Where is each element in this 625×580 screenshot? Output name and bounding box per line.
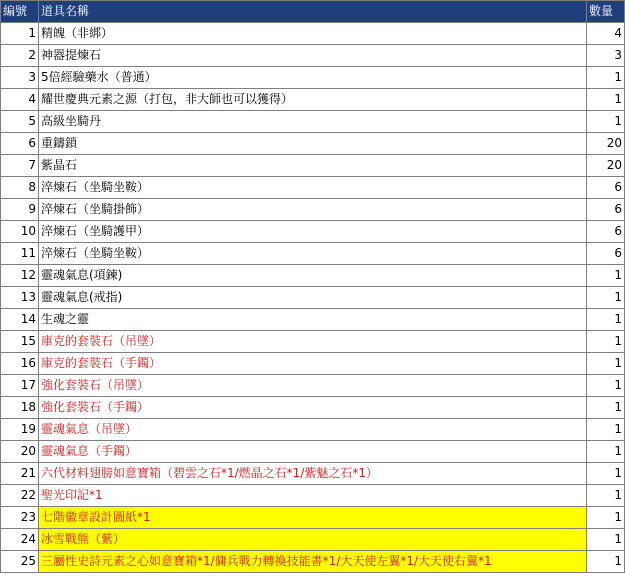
item-name: 三屬性史詩元素之心如意寶箱*1/傭兵戰力轉換技能書*1/大天使左翼*1/大天使右翼*1 bbox=[39, 551, 587, 573]
row-number: 11 bbox=[1, 243, 39, 265]
table-row bbox=[1, 133, 625, 155]
header-qty: 數量 bbox=[587, 1, 625, 23]
row-number: 12 bbox=[1, 265, 39, 287]
item-quantity: 1 bbox=[587, 67, 625, 89]
item-quantity: 1 bbox=[587, 551, 625, 573]
item-quantity: 1 bbox=[587, 441, 625, 463]
item-name: 重鑄鎖 bbox=[39, 133, 587, 155]
table-row bbox=[1, 397, 625, 419]
item-quantity: 3 bbox=[587, 45, 625, 67]
item-name: 5倍經驗藥水（普通） bbox=[39, 67, 587, 89]
table-row bbox=[1, 265, 625, 287]
item-name: 耀世慶典元素之源（打包，非大師也可以獲得） bbox=[39, 89, 587, 111]
item-name: 靈魂氣息(項鍊) bbox=[39, 265, 587, 287]
item-name: 靈魂氣息（手鐲） bbox=[39, 441, 587, 463]
item-name: 生魂之靈 bbox=[39, 309, 587, 331]
item-quantity: 1 bbox=[587, 309, 625, 331]
item-name: 紫晶石 bbox=[39, 155, 587, 177]
item-name: 高級坐騎丹 bbox=[39, 111, 587, 133]
row-number: 13 bbox=[1, 287, 39, 309]
item-quantity: 6 bbox=[587, 177, 625, 199]
item-name: 聖光印記*1 bbox=[39, 485, 587, 507]
table-row bbox=[1, 551, 625, 573]
row-number: 9 bbox=[1, 199, 39, 221]
table-row bbox=[1, 23, 625, 45]
item-quantity: 4 bbox=[587, 23, 625, 45]
item-name: 淬煉石（坐騎掛飾） bbox=[39, 199, 587, 221]
item-quantity: 1 bbox=[587, 89, 625, 111]
row-number: 14 bbox=[1, 309, 39, 331]
row-number: 23 bbox=[1, 507, 39, 529]
row-number: 2 bbox=[1, 45, 39, 67]
row-number: 25 bbox=[1, 551, 39, 573]
item-name: 強化套裝石（手鐲） bbox=[39, 397, 587, 419]
item-name: 淬煉石（坐騎坐鞍） bbox=[39, 243, 587, 265]
item-quantity: 1 bbox=[587, 463, 625, 485]
item-quantity: 6 bbox=[587, 221, 625, 243]
item-name: 靈魂氣息(戒指) bbox=[39, 287, 587, 309]
row-number: 15 bbox=[1, 331, 39, 353]
row-number: 18 bbox=[1, 397, 39, 419]
table-row bbox=[1, 243, 625, 265]
row-number: 16 bbox=[1, 353, 39, 375]
row-number: 19 bbox=[1, 419, 39, 441]
row-number: 5 bbox=[1, 111, 39, 133]
table-row bbox=[1, 353, 625, 375]
header-num: 編號 bbox=[1, 1, 39, 23]
table-row bbox=[1, 441, 625, 463]
table-row bbox=[1, 485, 625, 507]
table-row bbox=[1, 199, 625, 221]
table-row bbox=[1, 529, 625, 551]
item-quantity: 1 bbox=[587, 419, 625, 441]
item-quantity: 1 bbox=[587, 507, 625, 529]
table-row bbox=[1, 155, 625, 177]
table-row bbox=[1, 463, 625, 485]
item-quantity: 1 bbox=[587, 397, 625, 419]
item-quantity: 20 bbox=[587, 133, 625, 155]
row-number: 7 bbox=[1, 155, 39, 177]
item-quantity: 1 bbox=[587, 331, 625, 353]
item-quantity: 6 bbox=[587, 199, 625, 221]
header-name: 道具名稱 bbox=[39, 1, 587, 23]
item-quantity: 1 bbox=[587, 265, 625, 287]
table-row bbox=[1, 331, 625, 353]
item-name: 庫克的套裝石（手鐲） bbox=[39, 353, 587, 375]
item-quantity: 1 bbox=[587, 111, 625, 133]
table-row bbox=[1, 177, 625, 199]
item-quantity: 6 bbox=[587, 243, 625, 265]
row-number: 6 bbox=[1, 133, 39, 155]
table-row bbox=[1, 221, 625, 243]
row-number: 8 bbox=[1, 177, 39, 199]
item-name: 淬煉石（坐騎坐鞍） bbox=[39, 177, 587, 199]
item-name: 神器提煉石 bbox=[39, 45, 587, 67]
table-row bbox=[1, 287, 625, 309]
row-number: 4 bbox=[1, 89, 39, 111]
table-row bbox=[1, 419, 625, 441]
item-name: 靈魂氣息（吊墜） bbox=[39, 419, 587, 441]
row-number: 20 bbox=[1, 441, 39, 463]
item-name: 六代材料翅膀如意寶箱（碧雲之石*1/燃晶之石*1/紫魅之石*1） bbox=[39, 463, 587, 485]
item-quantity: 1 bbox=[587, 375, 625, 397]
item-name: 淬煉石（坐騎護甲） bbox=[39, 221, 587, 243]
item-quantity: 1 bbox=[587, 529, 625, 551]
row-number: 24 bbox=[1, 529, 39, 551]
table-row bbox=[1, 375, 625, 397]
row-number: 21 bbox=[1, 463, 39, 485]
item-name: 精魄（非綁） bbox=[39, 23, 587, 45]
item-quantity: 20 bbox=[587, 155, 625, 177]
row-number: 17 bbox=[1, 375, 39, 397]
table-row bbox=[1, 45, 625, 67]
table-row bbox=[1, 67, 625, 89]
row-number: 22 bbox=[1, 485, 39, 507]
item-name: 庫克的套裝石（吊墜） bbox=[39, 331, 587, 353]
item-quantity: 1 bbox=[587, 353, 625, 375]
table-row bbox=[1, 309, 625, 331]
item-name: 冰雪戰熊（紫） bbox=[39, 529, 587, 551]
row-number: 10 bbox=[1, 221, 39, 243]
row-number: 3 bbox=[1, 67, 39, 89]
table-row bbox=[1, 507, 625, 529]
item-quantity: 1 bbox=[587, 485, 625, 507]
table-row bbox=[1, 111, 625, 133]
item-name: 七階徽章設計圖紙*1 bbox=[39, 507, 587, 529]
table-row bbox=[1, 89, 625, 111]
item-quantity: 1 bbox=[587, 287, 625, 309]
row-number: 1 bbox=[1, 23, 39, 45]
header-row bbox=[1, 1, 625, 23]
item-name: 強化套裝石（吊墜） bbox=[39, 375, 587, 397]
